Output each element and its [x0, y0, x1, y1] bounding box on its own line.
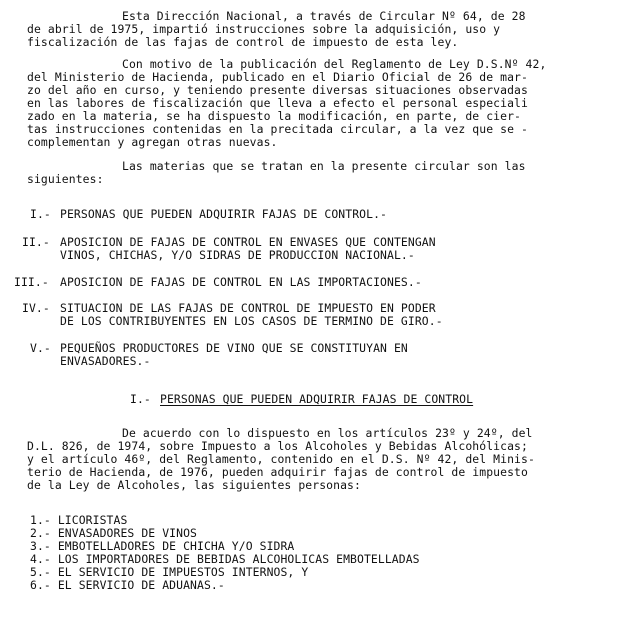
intro-p1-line: de abril de 1975, impartió instrucciones sobre la adquisición, uso y — [27, 22, 501, 36]
intro-p2-line: zado en la materia, se ha dispuesto la modificación, en parte, de cier- — [27, 109, 521, 123]
intro-p2-line: zo del año en curso, y teniendo presente diversas situaciones observadas — [27, 83, 528, 97]
intro-p3-line: siguientes: — [27, 172, 104, 186]
topic-text: APOSICION DE FAJAS DE CONTROL EN ENVASES QUE CONTENGAN — [60, 235, 436, 249]
topic-text: ENVASADORES.- — [60, 354, 151, 368]
list-item: 2.- ENVASADORES DE VINOS — [30, 526, 197, 540]
section-para-line: y el artículo 46º, del Reglamento, contenido en el D.S. Nº 42, del Minis- — [27, 452, 535, 466]
intro-p2-line: tas instrucciones contenidas en la precitada circular, a la vez que se - — [27, 122, 528, 136]
topic-text: SITUACION DE LAS FAJAS DE CONTROL DE IMPUESTO EN PODER — [60, 301, 436, 315]
section-number: I.- — [130, 392, 151, 406]
topic-text: DE LOS CONTRIBUYENTES EN LOS CASOS DE TERMINO DE GIRO.- — [60, 314, 443, 328]
topic-number: I.- — [30, 207, 51, 221]
section-para-line: De acuerdo con lo dispuesto en los artículos 23º y 24º, del — [122, 426, 533, 440]
intro-p2-line: en las labores de fiscalización que lleva a efecto el personal especiali — [27, 96, 528, 110]
list-item: 1.- LICORISTAS — [30, 513, 128, 527]
section-para-line: de la Ley de Alcoholes, las siguientes personas: — [27, 478, 361, 492]
list-item: 5.- EL SERVICIO DE IMPUESTOS INTERNOS, Y — [30, 565, 309, 579]
topic-text: VINOS, CHICHAS, Y/O SIDRAS DE PRODUCCION NACIONAL.- — [60, 248, 415, 262]
intro-p1-line: Esta Dirección Nacional, a través de Circular Nº 64, de 28 — [122, 9, 526, 23]
topic-text: PERSONAS QUE PUEDEN ADQUIRIR FAJAS DE CONTROL.- — [60, 207, 388, 221]
list-item: 3.- EMBOTELLADORES DE CHICHA Y/O SIDRA — [30, 539, 295, 553]
intro-p2-line: complementan y agregan otras nuevas. — [27, 135, 278, 149]
list-item: 6.- EL SERVICIO DE ADUANAS.- — [30, 578, 225, 592]
list-item: 4.- LOS IMPORTADORES DE BEBIDAS ALCOHOLICAS EMBOTELLADAS — [30, 552, 420, 566]
topic-number: II.- — [22, 235, 50, 249]
section-heading: PERSONAS QUE PUEDEN ADQUIRIR FAJAS DE CONTROL — [160, 392, 474, 406]
intro-p2-line: del Ministerio de Hacienda, publicado en el Diario Oficial de 26 de mar- — [27, 70, 528, 84]
topic-text: APOSICION DE FAJAS DE CONTROL EN LAS IMPORTACIONES.- — [60, 275, 422, 289]
intro-p2-line: Con motivo de la publicación del Reglamento de Ley D.S.Nº 42, — [122, 57, 547, 71]
topic-number: III.- — [14, 275, 49, 289]
topic-number: IV.- — [22, 301, 50, 315]
topic-number: V.- — [30, 341, 51, 355]
intro-p3-line: Las materias que se tratan en la presente circular son las — [122, 159, 526, 173]
topic-text: PEQUEÑOS PRODUCTORES DE VINO QUE SE CONSTITUYAN EN — [60, 341, 408, 355]
section-para-line: D.L. 826, de 1974, sobre Impuesto a los Alcoholes y Bebidas Alcohólicas; — [27, 439, 528, 453]
intro-p1-line: fiscalización de las fajas de control de impuesto de esta ley. — [27, 35, 459, 49]
section-para-line: terio de Hacienda, de 1976, pueden adquirir fajas de control de impuesto — [27, 465, 528, 479]
